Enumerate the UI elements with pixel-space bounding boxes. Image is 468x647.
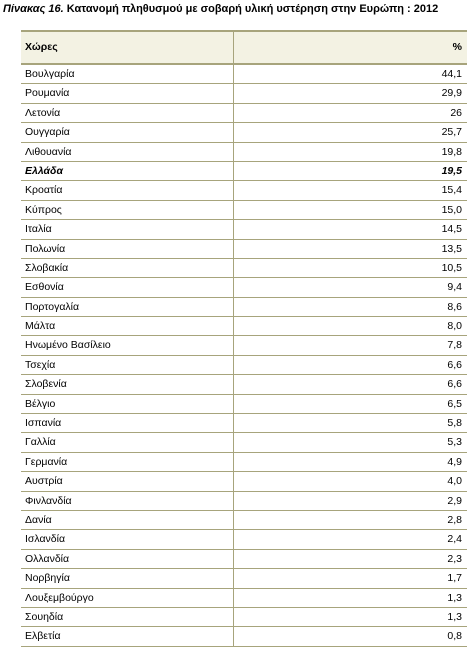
value-cell: 4,0 (447, 475, 462, 488)
value-cell: 6,6 (447, 358, 462, 371)
country-cell: Ολλανδία (25, 552, 70, 565)
country-cell: Ουγγαρία (25, 126, 70, 139)
table-row (21, 143, 467, 162)
country-cell: Σλοβακία (25, 261, 69, 274)
table-row (21, 569, 467, 588)
value-cell: 2,8 (447, 513, 462, 526)
country-cell: Ισλανδία (25, 533, 66, 546)
table-row (21, 530, 467, 549)
value-cell: 10,5 (441, 261, 462, 274)
country-cell: Ηνωμένο Βασίλειο (25, 339, 111, 352)
value-cell: 6,6 (447, 378, 462, 391)
country-cell: Δανία (25, 513, 52, 526)
table-row (21, 433, 467, 452)
country-cell: Λετονία (25, 106, 61, 119)
table-row (21, 492, 467, 511)
country-cell: Ρουμανία (25, 87, 70, 100)
value-cell: 1,3 (447, 610, 462, 623)
table-row (21, 278, 467, 297)
country-cell: Ελβετία (25, 630, 61, 643)
table-row (21, 123, 467, 142)
country-cell: Νορβηγία (25, 572, 70, 585)
column-divider (233, 32, 234, 63)
table-row (21, 65, 467, 84)
value-cell: 9,4 (447, 281, 462, 294)
country-cell: Κροατία (25, 184, 63, 197)
table-row (21, 375, 467, 394)
table-row (21, 414, 467, 433)
country-cell: Μάλτα (25, 320, 56, 333)
value-cell: 4,9 (447, 455, 462, 468)
country-cell: Λιθουανία (25, 145, 72, 158)
value-cell: 25,7 (441, 126, 462, 139)
caption-lead: Πίνακας 16. (3, 3, 64, 15)
country-cell: Τσεχία (25, 358, 56, 371)
value-cell: 8,0 (447, 320, 462, 333)
caption-text: Κατανομή πληθυσμού με σοβαρή υλική υστέρηση στην Ευρώπη : 2012 (66, 3, 439, 15)
header-percent: % (452, 41, 462, 53)
table-caption (3, 3, 438, 15)
value-cell: 15,0 (441, 203, 462, 216)
table-row (21, 220, 467, 239)
value-cell: 1,3 (447, 591, 462, 604)
value-cell: 5,3 (447, 436, 462, 449)
country-cell: Λουξεμβούργο (25, 591, 94, 604)
country-cell: Εσθονία (25, 281, 64, 294)
country-cell: Βουλγαρία (25, 68, 75, 80)
table-row (21, 240, 467, 259)
country-cell: Αυστρία (25, 475, 63, 488)
table-row (21, 589, 467, 608)
table-row (21, 336, 467, 355)
value-cell: 19,5 (441, 164, 462, 177)
value-cell: 7,8 (447, 339, 462, 352)
value-cell: 2,4 (447, 533, 462, 546)
country-cell: Βέλγιο (25, 397, 56, 410)
country-cell: Ιταλία (25, 223, 52, 236)
value-cell: 44,1 (441, 68, 462, 80)
table-row (21, 356, 467, 375)
country-cell: Πολωνία (25, 242, 66, 255)
table-row (21, 181, 467, 200)
table-row (21, 472, 467, 491)
table-row (21, 201, 467, 220)
table-row (21, 627, 467, 646)
country-cell: Γερμανία (25, 455, 68, 468)
table-row (21, 104, 467, 123)
value-cell: 13,5 (441, 242, 462, 255)
value-cell: 15,4 (441, 184, 462, 197)
value-cell: 6,5 (447, 397, 462, 410)
country-cell: Ελλάδα (25, 164, 63, 177)
value-cell: 19,8 (441, 145, 462, 158)
value-cell: 14,5 (441, 223, 462, 236)
table-header (21, 30, 467, 65)
header-countries: Χώρες (25, 41, 58, 53)
table-row (21, 550, 467, 569)
table-row (21, 511, 467, 530)
country-cell: Σλοβενία (25, 378, 67, 391)
country-cell: Σουηδία (25, 610, 64, 623)
table-row (21, 298, 467, 317)
value-cell: 26 (450, 106, 462, 119)
value-cell: 8,6 (447, 300, 462, 313)
table-row (21, 317, 467, 336)
value-cell: 5,8 (447, 417, 462, 430)
country-cell: Φινλανδία (25, 494, 72, 507)
table-row (21, 453, 467, 472)
country-cell: Γαλλία (25, 436, 56, 449)
value-cell: 29,9 (441, 87, 462, 100)
value-cell: 1,7 (447, 572, 462, 585)
value-cell: 0,8 (447, 630, 462, 643)
data-table (21, 30, 467, 647)
table-row (21, 259, 467, 278)
table-row (21, 84, 467, 103)
table-row (21, 162, 467, 181)
country-cell: Πορτογαλία (25, 300, 80, 313)
country-cell: Κύπρος (25, 203, 62, 216)
value-cell: 2,9 (447, 494, 462, 507)
table-row (21, 395, 467, 414)
table-body (21, 65, 467, 647)
value-cell: 2,3 (447, 552, 462, 565)
country-cell: Ισπανία (25, 417, 62, 430)
